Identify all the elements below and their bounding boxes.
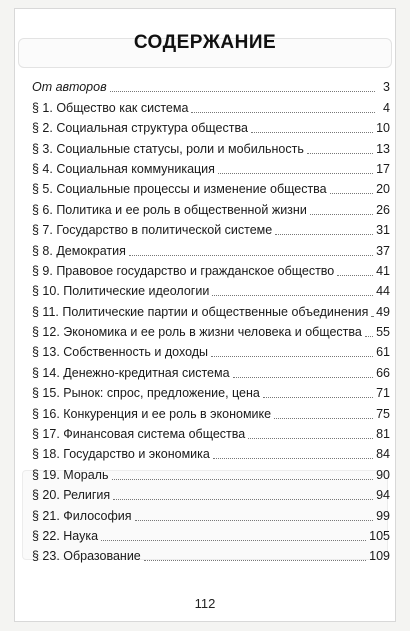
toc-entry-label: § 21. Философия — [32, 508, 132, 523]
toc-entry — [32, 218, 390, 238]
dot-leader — [371, 315, 373, 317]
toc-entry-label: § 11. Политические партии и общественные объединения — [32, 304, 369, 319]
toc-entry-page: 61 — [376, 345, 390, 360]
toc-entry — [32, 238, 390, 258]
toc-entry — [32, 442, 390, 462]
toc-entry-label: § 18. Государство и экономика — [32, 447, 210, 462]
dot-leader — [365, 335, 373, 337]
toc-entry-label: § 22. Наука — [32, 528, 99, 543]
toc-entry-label: § 13. Собственность и доходы — [32, 345, 209, 360]
toc-entry — [32, 462, 390, 482]
toc-entry — [32, 422, 390, 442]
dot-leader — [101, 539, 366, 541]
page-number: 112 — [194, 596, 216, 611]
toc-entry-page: 26 — [376, 202, 390, 217]
toc-entry-page: 41 — [376, 263, 390, 278]
dot-leader — [233, 376, 374, 378]
toc-entry-page: 20 — [376, 182, 390, 197]
toc-entry-page: 17 — [376, 161, 390, 176]
toc-entry-page: 3 — [383, 80, 390, 95]
toc-entry — [32, 340, 390, 360]
toc-entry-label: § 5. Социальные процессы и изменение общества — [32, 182, 327, 197]
toc-entry-label: § 6. Политика и ее роль в общественной жизни — [32, 202, 307, 217]
toc-entry-page: 105 — [369, 528, 390, 543]
dot-leader — [330, 192, 373, 194]
toc-entry-label: § 1. Общество как система — [32, 100, 189, 115]
dot-leader — [129, 254, 373, 256]
toc-entry-label: § 19. Мораль — [32, 467, 109, 482]
toc-entry — [32, 95, 390, 115]
toc-entry — [32, 177, 390, 197]
toc-entry-page: 94 — [376, 488, 390, 503]
toc-entry — [32, 360, 390, 380]
toc-entry-page: 99 — [376, 508, 390, 523]
toc-entry — [32, 524, 390, 544]
toc-entry-label: § 3. Социальные статусы, роли и мобильность — [32, 141, 304, 156]
dot-leader — [218, 172, 373, 174]
toc-entry-page: 109 — [369, 549, 390, 564]
toc-entry-page: 90 — [376, 467, 390, 482]
dot-leader — [310, 213, 373, 215]
toc-entry — [32, 544, 390, 564]
toc-entry-page: 10 — [376, 121, 390, 136]
dot-leader — [248, 437, 373, 439]
dot-leader — [144, 559, 366, 561]
toc-entry-label: § 16. Конкуренция и ее роль в экономике — [32, 406, 272, 421]
toc-entry — [32, 299, 390, 319]
dot-leader — [251, 131, 373, 133]
toc-entry-page: 84 — [376, 447, 390, 462]
toc-entry-label: § 15. Рынок: спрос, предложение, цена — [32, 386, 260, 401]
toc-entry-label: § 10. Политические идеологии — [32, 284, 210, 299]
toc-entry — [32, 116, 390, 136]
toc-entry-page: 4 — [383, 100, 390, 115]
toc-entry — [32, 381, 390, 401]
toc-entry-page: 66 — [376, 365, 390, 380]
toc-entry-page: 49 — [376, 304, 390, 319]
toc-entry-label: § 8. Демократия — [32, 243, 126, 258]
toc-entry-label: § 12. Экономика и ее роль в жизни человека и общества — [32, 325, 362, 340]
toc-entry — [32, 503, 390, 523]
table-of-contents — [32, 75, 390, 564]
toc-entry — [32, 483, 390, 503]
toc-entry — [32, 136, 390, 156]
toc-entry-label: § 20. Религия — [32, 488, 111, 503]
toc-entry-label: § 7. Государство в политической системе — [32, 223, 273, 238]
toc-entry — [32, 279, 390, 299]
dot-leader — [275, 233, 373, 235]
toc-entry — [32, 75, 390, 95]
toc-entry — [32, 401, 390, 421]
toc-entry-page: 81 — [376, 427, 390, 442]
dot-leader — [263, 396, 373, 398]
dot-leader — [307, 152, 373, 154]
dot-leader — [337, 274, 373, 276]
toc-entry-page: 31 — [376, 223, 390, 238]
toc-entry-label: § 2. Социальная структура общества — [32, 121, 248, 136]
toc-entry — [32, 320, 390, 340]
toc-entry-label: От авторов — [32, 80, 107, 95]
toc-entry-page: 13 — [376, 141, 390, 156]
toc-entry-page: 37 — [376, 243, 390, 258]
dot-leader — [274, 417, 373, 419]
dot-leader — [213, 457, 373, 459]
page-title: СОДЕРЖАНИЕ — [133, 32, 277, 53]
toc-entry — [32, 197, 390, 217]
toc-entry — [32, 157, 390, 177]
dot-leader — [110, 90, 375, 92]
toc-entry-label: § 9. Правовое государство и гражданское общество — [32, 263, 335, 278]
dot-leader — [191, 111, 375, 113]
toc-entry-page: 71 — [376, 386, 390, 401]
dot-leader — [211, 355, 373, 357]
dot-leader — [113, 498, 373, 500]
dot-leader — [212, 294, 373, 296]
dot-leader — [135, 519, 374, 521]
toc-entry-label: § 23. Образование — [32, 549, 141, 564]
dot-leader — [112, 478, 374, 480]
toc-entry-page: 44 — [376, 284, 390, 299]
toc-entry-label: § 4. Социальная коммуникация — [32, 161, 215, 176]
toc-entry-page: 75 — [376, 406, 390, 421]
toc-entry-label: § 17. Финансовая система общества — [32, 427, 246, 442]
toc-entry — [32, 259, 390, 279]
toc-entry-label: § 14. Денежно-кредитная система — [32, 365, 230, 380]
toc-entry-page: 55 — [376, 325, 390, 340]
